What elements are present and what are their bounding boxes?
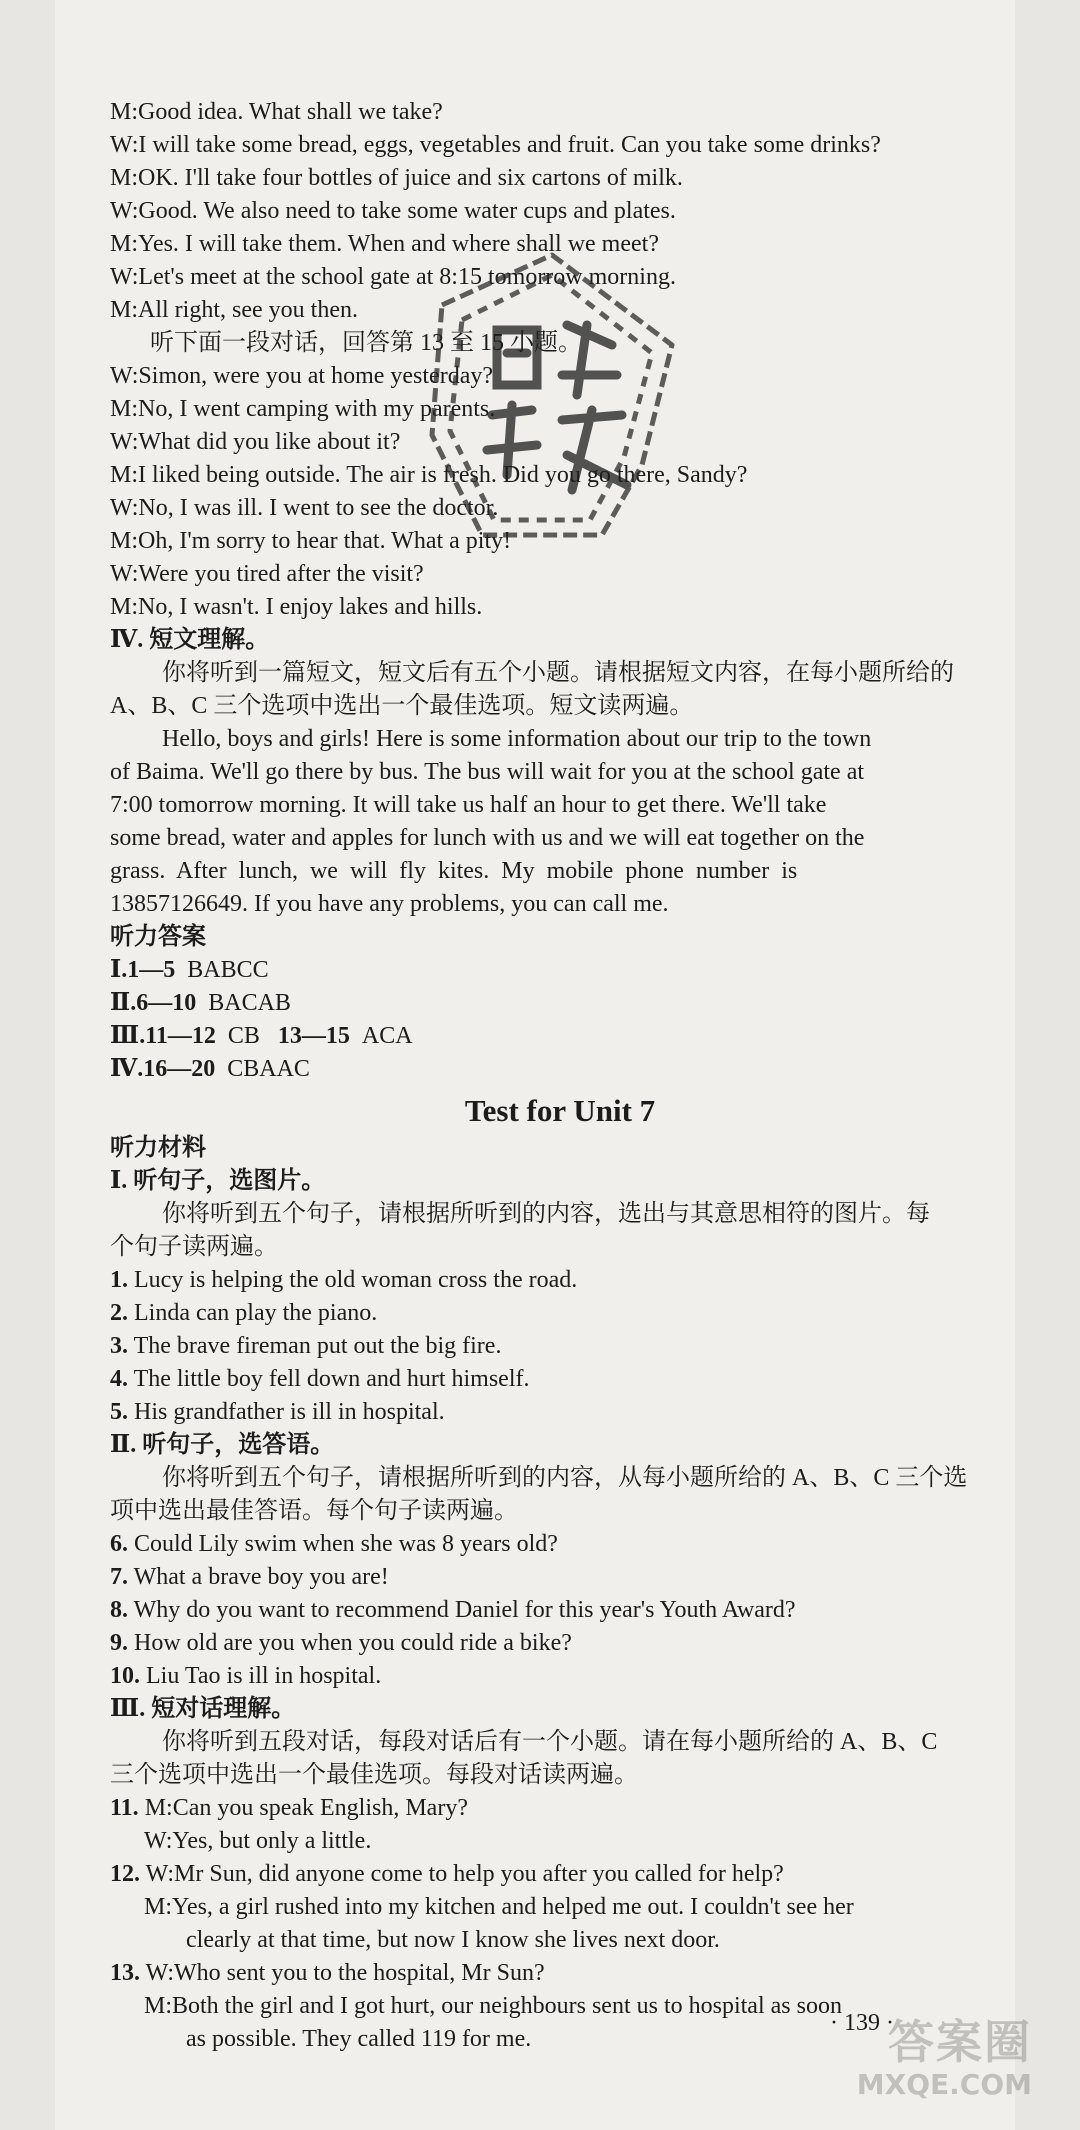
item-number: 7. [110, 1564, 128, 1590]
passage-line: grass. After lunch, we will fly kites. My mobile phone number is [110, 858, 798, 884]
answer-range: 13—15 [277, 1023, 350, 1049]
list-item [110, 1660, 1010, 1693]
item-number: 3. [110, 1333, 128, 1359]
section-iv-heading: Ⅳ. 短文理解。 [110, 627, 270, 653]
answer-letters: BACAB [208, 990, 291, 1016]
passage-line: of Baima. We'll go there by bus. The bus will wait for you at the school gate at [110, 759, 865, 785]
watermark [802, 2015, 1032, 2110]
section-3-heading: Ⅲ. 短对话理解。 [110, 1696, 296, 1722]
item-number: 2. [110, 1300, 128, 1326]
list-item [110, 1561, 1010, 1594]
dialogue-line: W:Let's meet at the school gate at 8:15 tomorrow morning. [110, 264, 676, 290]
page-number: · 139 · [830, 2010, 894, 2036]
list-item [110, 1594, 1010, 1627]
dialogue-line: M:Both the girl and I got hurt, our neighbours sent us to hospital as soon [144, 1993, 842, 2019]
item-text: Could Lily swim when she was 8 years old? [134, 1531, 558, 1557]
dialogue-line: M:Can you speak English, Mary? [144, 1795, 468, 1821]
passage-line: 13857126649. If you have any problems, you can call me. [110, 891, 669, 917]
answer-letters: CB [227, 1023, 260, 1049]
section-1-instruction: 个句子读两遍。 [110, 1234, 278, 1260]
answer-range: Ⅳ.16—20 [110, 1056, 216, 1082]
dialogue-line: M:Oh, I'm sorry to hear that. What a pity! [110, 528, 512, 554]
section-2-instruction: 你将听到五个句子，请根据所听到的内容，从每小题所给的 A、B、C 三个选 [162, 1465, 968, 1491]
dialogue-line: W:Mr Sun, did anyone come to help you after you called for help? [145, 1861, 784, 1887]
item-number: 12. [110, 1861, 140, 1887]
passage-line: 7:00 tomorrow morning. It will take us half an hour to get there. We'll take [110, 792, 827, 818]
dialogue-line: clearly at that time, but now I know she lives next door. [186, 1927, 720, 1953]
unit-title: Test for Unit 7 [464, 1093, 656, 1128]
dialogue-line: M:Good idea. What shall we take? [110, 99, 443, 125]
ink-stamp-icon [402, 235, 702, 565]
answer-range: Ⅰ.1—5 [110, 957, 176, 983]
list-item [110, 1627, 1010, 1660]
item-text: Liu Tao is ill in hospital. [146, 1663, 382, 1689]
item-text: Lucy is helping the old woman cross the road. [134, 1267, 578, 1293]
item-text: His grandfather is ill in hospital. [134, 1399, 445, 1425]
section-iv-instruction: 你将听到一篇短文，短文后有五个小题。请根据短文内容，在每小题所给的 [162, 660, 954, 686]
answer-row [110, 1020, 1010, 1053]
item-number: 9. [110, 1630, 128, 1656]
item-number: 1. [110, 1267, 128, 1293]
dialogue-line: W:No, I was ill. I went to see the doctor. [110, 495, 499, 521]
dialogue-item [110, 1858, 1010, 1891]
item-number: 10. [110, 1663, 140, 1689]
dialogue-line: M:I liked being outside. The air is fresh. Did you go there, Sandy? [110, 462, 748, 488]
materials-heading: 听力材料 [110, 1135, 206, 1161]
answer-letters: ACA [361, 1023, 413, 1049]
item-text: Why do you want to recommend Daniel for this year's Youth Award? [133, 1597, 796, 1623]
item-text: The brave fireman put out the big fire. [133, 1333, 502, 1359]
list-item [110, 1297, 1010, 1330]
dialogue-line: as possible. They called 119 for me. [186, 2026, 532, 2052]
item-text: Linda can play the piano. [134, 1300, 378, 1326]
list-item [110, 1528, 1010, 1561]
dialogue-line: M:No, I wasn't. I enjoy lakes and hills. [110, 594, 483, 620]
dialogue-line: W:Who sent you to the hospital, Mr Sun? [145, 1960, 545, 1986]
dialogue-line: M:Yes. I will take them. When and where shall we meet? [110, 231, 659, 257]
item-number: 8. [110, 1597, 128, 1623]
passage-line: some bread, water and apples for lunch with us and we will eat together on the [110, 825, 865, 851]
instruction-13-15: 听下面一段对话，回答第 13 至 15 小题。 [150, 330, 582, 356]
dialogue-line: W:Yes, but only a little. [144, 1828, 372, 1854]
answer-row [110, 1053, 1010, 1086]
answer-row [110, 954, 1010, 987]
section-1-heading: Ⅰ. 听句子，选图片。 [110, 1168, 326, 1194]
dialogue-line: W:What did you like about it? [110, 429, 401, 455]
section-iv-instruction: A、B、C 三个选项中选出一个最佳选项。短文读两遍。 [110, 693, 694, 719]
item-text: How old are you when you could ride a bike? [134, 1630, 572, 1656]
dialogue-line: W:Were you tired after the visit? [110, 561, 424, 587]
answer-range: Ⅱ.6—10 [110, 990, 197, 1016]
list-item [110, 1363, 1010, 1396]
answer-letters: BABCC [187, 957, 269, 983]
answer-row [110, 987, 1010, 1020]
item-text: What a brave boy you are! [133, 1564, 389, 1590]
item-number: 6. [110, 1531, 128, 1557]
list-item [110, 1264, 1010, 1297]
watermark-logo: 答案圈 [888, 2015, 1032, 2069]
answers-heading: 听力答案 [110, 924, 206, 950]
answer-letters: CBAAC [227, 1056, 310, 1082]
section-3-instruction: 三个选项中选出一个最佳选项。每段对话读两遍。 [110, 1762, 638, 1788]
list-item [110, 1396, 1010, 1429]
dialogue-item [110, 1792, 1010, 1825]
item-text: The little boy fell down and hurt himself. [133, 1366, 530, 1392]
dialogue-line: W:Simon, were you at home yesterday? [110, 363, 493, 389]
dialogue-line: W:I will take some bread, eggs, vegetables and fruit. Can you take some drinks? [110, 132, 881, 158]
dialogue-item [110, 1957, 1010, 1990]
item-number: 13. [110, 1960, 140, 1986]
item-number: 5. [110, 1399, 128, 1425]
dialogue-line: M:No, I went camping with my parents. [110, 396, 496, 422]
item-number: 4. [110, 1366, 128, 1392]
passage-line: Hello, boys and girls! Here is some information about our trip to the town [162, 726, 872, 752]
item-number: 11. [110, 1795, 139, 1821]
dialogue-line: M:All right, see you then. [110, 297, 358, 323]
section-2-instruction: 项中选出最佳答语。每个句子读两遍。 [110, 1498, 518, 1524]
watermark-url: MXQE.COM [856, 2068, 1032, 2101]
dialogue-line: M:OK. I'll take four bottles of juice and six cartons of milk. [110, 165, 683, 191]
section-2-heading: Ⅱ. 听句子，选答语。 [110, 1432, 335, 1458]
section-1-instruction: 你将听到五个句子，请根据所听到的内容，选出与其意思相符的图片。每 [162, 1201, 930, 1227]
list-item [110, 1330, 1010, 1363]
dialogue-line: W:Good. We also need to take some water cups and plates. [110, 198, 676, 224]
answer-range: Ⅲ.11—12 [110, 1023, 216, 1049]
section-3-instruction: 你将听到五段对话，每段对话后有一个小题。请在每小题所给的 A、B、C [162, 1729, 938, 1755]
dialogue-line: M:Yes, a girl rushed into my kitchen and helped me out. I couldn't see her [144, 1894, 854, 1920]
